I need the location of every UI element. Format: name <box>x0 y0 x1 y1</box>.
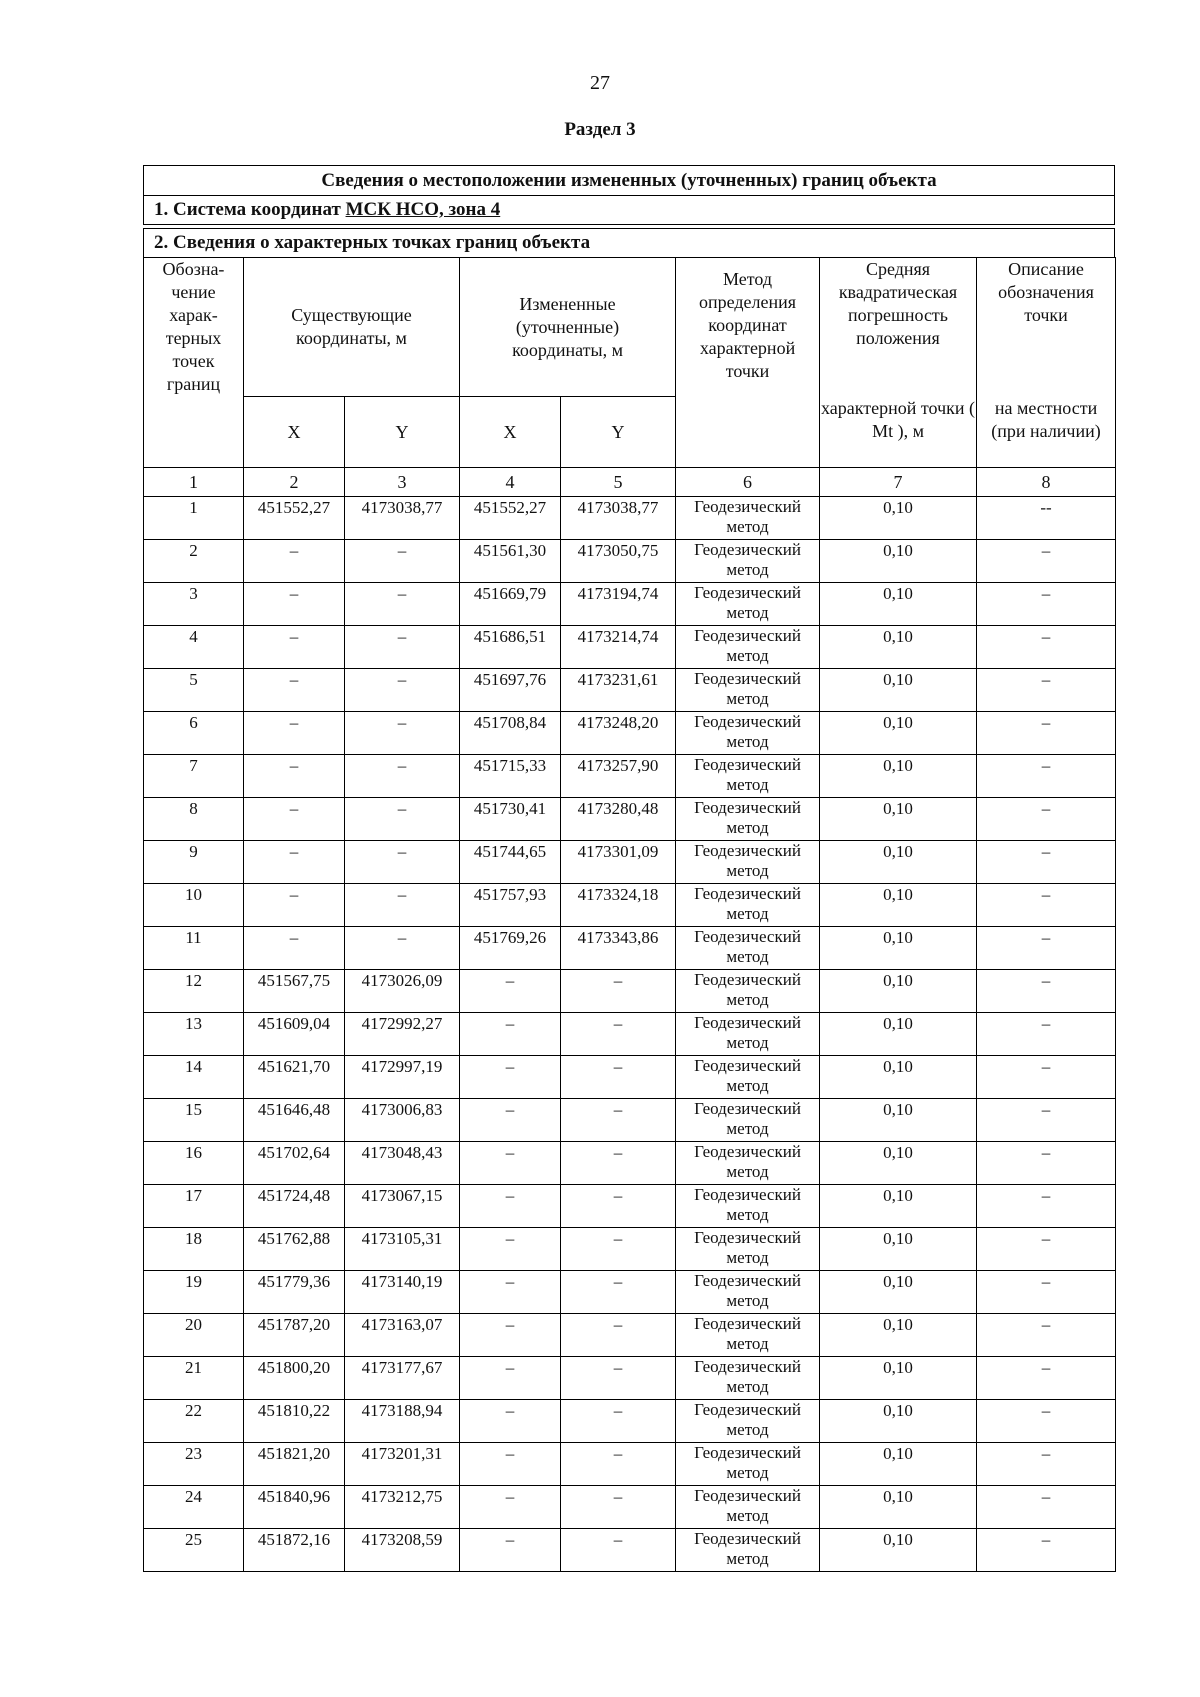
mt-cell: 0,10 <box>820 497 977 540</box>
mt-cell: 0,10 <box>820 1228 977 1271</box>
changed-x-cell: – <box>460 1013 561 1056</box>
mt-cell: 0,10 <box>820 1185 977 1228</box>
col-header-changed-coords: Измененные (уточненные) координаты, м <box>460 258 676 397</box>
changed-y-cell: – <box>561 1185 676 1228</box>
table-row <box>144 927 1116 970</box>
table-row <box>144 1185 1116 1228</box>
description-cell: – <box>977 970 1116 1013</box>
mt-cell: 0,10 <box>820 1357 977 1400</box>
changed-x-cell: 451730,41 <box>460 798 561 841</box>
changed-x-cell: 451552,27 <box>460 497 561 540</box>
description-cell: – <box>977 1271 1116 1314</box>
changed-y-cell: – <box>561 1400 676 1443</box>
changed-x-cell: 451715,33 <box>460 755 561 798</box>
changed-x-cell: – <box>460 1142 561 1185</box>
changed-y-cell: 4173050,75 <box>561 540 676 583</box>
existing-y-cell: – <box>345 755 460 798</box>
existing-x-cell: – <box>244 927 345 970</box>
description-cell: -- <box>977 497 1116 540</box>
changed-y-cell: 4173038,77 <box>561 497 676 540</box>
changed-x-cell: – <box>460 1314 561 1357</box>
existing-y-cell: 4173026,09 <box>345 970 460 1013</box>
changed-x-cell: 451708,84 <box>460 712 561 755</box>
method-cell: Геодезический метод <box>676 798 820 841</box>
mt-cell: 0,10 <box>820 1271 977 1314</box>
changed-x-cell: 451561,30 <box>460 540 561 583</box>
method-cell: Геодезический метод <box>676 884 820 927</box>
existing-y-cell: 4173038,77 <box>345 497 460 540</box>
method-cell: Геодезический метод <box>676 1185 820 1228</box>
changed-y-cell: – <box>561 970 676 1013</box>
existing-y-cell: 4173163,07 <box>345 1314 460 1357</box>
changed-x-cell: 451744,65 <box>460 841 561 884</box>
mt-cell: 0,10 <box>820 841 977 884</box>
existing-x-cell: – <box>244 626 345 669</box>
point-number-cell: 21 <box>144 1357 244 1400</box>
existing-x-cell: – <box>244 669 345 712</box>
col-header-error-sub: характерной точки ( Mt ), м <box>820 397 977 468</box>
existing-x-cell: 451800,20 <box>244 1357 345 1400</box>
description-cell: – <box>977 1529 1116 1572</box>
point-number-cell: 18 <box>144 1228 244 1271</box>
method-cell: Геодезический метод <box>676 540 820 583</box>
existing-x-cell: 451872,16 <box>244 1529 345 1572</box>
col-header-changed-x: X <box>460 397 561 468</box>
mt-cell: 0,10 <box>820 1013 977 1056</box>
table-row <box>144 1486 1116 1529</box>
coord-system-prefix: 1. Система координат <box>154 199 341 220</box>
changed-y-cell: – <box>561 1099 676 1142</box>
table-row <box>144 540 1116 583</box>
existing-y-cell: – <box>345 841 460 884</box>
existing-y-cell: – <box>345 884 460 927</box>
changed-y-cell: 4173257,90 <box>561 755 676 798</box>
description-cell: – <box>977 540 1116 583</box>
existing-x-cell: – <box>244 583 345 626</box>
point-number-cell: 12 <box>144 970 244 1013</box>
table-row <box>144 497 1116 540</box>
point-number-cell: 6 <box>144 712 244 755</box>
existing-y-cell: 4173177,67 <box>345 1357 460 1400</box>
page-number: 27 <box>590 72 610 94</box>
table-row <box>144 583 1116 626</box>
column-number-cell: 8 <box>977 468 1116 497</box>
section-title: Раздел 3 <box>564 119 636 140</box>
existing-y-cell: – <box>345 798 460 841</box>
existing-x-cell: 451646,48 <box>244 1099 345 1142</box>
point-number-cell: 14 <box>144 1056 244 1099</box>
col-header-existing-x: X <box>244 397 345 468</box>
existing-y-cell: 4173048,43 <box>345 1142 460 1185</box>
changed-x-cell: – <box>460 1099 561 1142</box>
changed-x-cell: – <box>460 1228 561 1271</box>
existing-x-cell: 451609,04 <box>244 1013 345 1056</box>
mt-cell: 0,10 <box>820 1056 977 1099</box>
description-cell: – <box>977 1357 1116 1400</box>
mt-cell: 0,10 <box>820 540 977 583</box>
method-cell: Геодезический метод <box>676 583 820 626</box>
changed-x-cell: – <box>460 1529 561 1572</box>
point-number-cell: 8 <box>144 798 244 841</box>
existing-x-cell: 451787,20 <box>244 1314 345 1357</box>
changed-y-cell: 4173194,74 <box>561 583 676 626</box>
method-cell: Геодезический метод <box>676 712 820 755</box>
changed-y-cell: 4173324,18 <box>561 884 676 927</box>
existing-y-cell: – <box>345 712 460 755</box>
changed-x-cell: 451697,76 <box>460 669 561 712</box>
column-number-cell: 5 <box>561 468 676 497</box>
description-cell: – <box>977 1142 1116 1185</box>
description-cell: – <box>977 669 1116 712</box>
mt-cell: 0,10 <box>820 1400 977 1443</box>
existing-x-cell: – <box>244 798 345 841</box>
method-cell: Геодезический метод <box>676 927 820 970</box>
column-number-row <box>144 468 1116 497</box>
description-cell: – <box>977 712 1116 755</box>
description-cell: – <box>977 1056 1116 1099</box>
table-row <box>144 1400 1116 1443</box>
method-cell: Геодезический метод <box>676 1099 820 1142</box>
coord-system-value: МСК НСО, зона 4 <box>345 199 501 220</box>
col-header-method: Метод определения координат характерной точки <box>676 258 820 468</box>
changed-x-cell: – <box>460 1185 561 1228</box>
point-number-cell: 1 <box>144 497 244 540</box>
changed-x-cell: – <box>460 1357 561 1400</box>
description-cell: – <box>977 1228 1116 1271</box>
changed-x-cell: – <box>460 1271 561 1314</box>
description-cell: – <box>977 755 1116 798</box>
table-row <box>144 1529 1116 1572</box>
existing-y-cell: 4173188,94 <box>345 1400 460 1443</box>
column-number-cell: 4 <box>460 468 561 497</box>
table-row <box>144 712 1116 755</box>
point-number-cell: 19 <box>144 1271 244 1314</box>
changed-y-cell: – <box>561 1056 676 1099</box>
changed-y-cell: 4173280,48 <box>561 798 676 841</box>
mt-cell: 0,10 <box>820 970 977 1013</box>
existing-y-cell: 4172992,27 <box>345 1013 460 1056</box>
existing-y-cell: 4172997,19 <box>345 1056 460 1099</box>
mt-cell: 0,10 <box>820 755 977 798</box>
description-cell: – <box>977 1099 1116 1142</box>
description-cell: – <box>977 626 1116 669</box>
table-row <box>144 1013 1116 1056</box>
method-cell: Геодезический метод <box>676 1271 820 1314</box>
table-row <box>144 1357 1116 1400</box>
changed-y-cell: – <box>561 1271 676 1314</box>
table-title: Сведения о местоположении измененных (уточненных) границ объекта <box>143 165 1115 196</box>
description-cell: – <box>977 841 1116 884</box>
mt-cell: 0,10 <box>820 583 977 626</box>
changed-y-cell: – <box>561 1314 676 1357</box>
table-row <box>144 1056 1116 1099</box>
mt-cell: 0,10 <box>820 1443 977 1486</box>
changed-y-cell: 4173231,61 <box>561 669 676 712</box>
method-cell: Геодезический метод <box>676 1142 820 1185</box>
col-header-description-sub: на местности (при наличии) <box>977 397 1116 468</box>
changed-y-cell: 4173248,20 <box>561 712 676 755</box>
method-cell: Геодезический метод <box>676 1529 820 1572</box>
table-row <box>144 669 1116 712</box>
table-row <box>144 1142 1116 1185</box>
existing-y-cell: – <box>345 626 460 669</box>
table-row <box>144 970 1116 1013</box>
method-cell: Геодезический метод <box>676 1357 820 1400</box>
method-cell: Геодезический метод <box>676 841 820 884</box>
changed-y-cell: 4173343,86 <box>561 927 676 970</box>
description-cell: – <box>977 798 1116 841</box>
method-cell: Геодезический метод <box>676 1056 820 1099</box>
mt-cell: 0,10 <box>820 884 977 927</box>
point-number-cell: 4 <box>144 626 244 669</box>
existing-x-cell: – <box>244 712 345 755</box>
col-header-point-designation: Обозна- чение харак- терных точек границ <box>144 258 244 468</box>
method-cell: Геодезический метод <box>676 1314 820 1357</box>
changed-x-cell: – <box>460 1400 561 1443</box>
point-number-cell: 24 <box>144 1486 244 1529</box>
existing-y-cell: 4173105,31 <box>345 1228 460 1271</box>
changed-x-cell: 451686,51 <box>460 626 561 669</box>
changed-y-cell: – <box>561 1228 676 1271</box>
description-cell: – <box>977 927 1116 970</box>
description-cell: – <box>977 1314 1116 1357</box>
point-number-cell: 3 <box>144 583 244 626</box>
point-number-cell: 16 <box>144 1142 244 1185</box>
method-cell: Геодезический метод <box>676 626 820 669</box>
changed-x-cell: 451669,79 <box>460 583 561 626</box>
existing-y-cell: – <box>345 583 460 626</box>
point-number-cell: 7 <box>144 755 244 798</box>
column-number-cell: 1 <box>144 468 244 497</box>
description-cell: – <box>977 1443 1116 1486</box>
column-number-cell: 7 <box>820 468 977 497</box>
table-row <box>144 798 1116 841</box>
table-row <box>144 884 1116 927</box>
points-table <box>143 257 1116 1572</box>
existing-y-cell: 4173201,31 <box>345 1443 460 1486</box>
col-header-changed-y: Y <box>561 397 676 468</box>
existing-y-cell: 4173212,75 <box>345 1486 460 1529</box>
point-number-cell: 22 <box>144 1400 244 1443</box>
column-number-cell: 2 <box>244 468 345 497</box>
existing-x-cell: 451821,20 <box>244 1443 345 1486</box>
mt-cell: 0,10 <box>820 1529 977 1572</box>
method-cell: Геодезический метод <box>676 970 820 1013</box>
mt-cell: 0,10 <box>820 927 977 970</box>
changed-x-cell: – <box>460 1486 561 1529</box>
point-number-cell: 5 <box>144 669 244 712</box>
existing-x-cell: 451621,70 <box>244 1056 345 1099</box>
point-number-cell: 10 <box>144 884 244 927</box>
existing-y-cell: 4173208,59 <box>345 1529 460 1572</box>
mt-cell: 0,10 <box>820 798 977 841</box>
col-header-description: Описание обозначения точки <box>977 258 1116 397</box>
changed-y-cell: – <box>561 1013 676 1056</box>
changed-y-cell: – <box>561 1443 676 1486</box>
coord-system-line <box>143 195 1115 225</box>
existing-x-cell: 451762,88 <box>244 1228 345 1271</box>
col-header-error: Средняя квадратическая погрешность положения <box>820 258 977 397</box>
changed-y-cell: – <box>561 1142 676 1185</box>
mt-cell: 0,10 <box>820 669 977 712</box>
existing-x-cell: 451552,27 <box>244 497 345 540</box>
point-number-cell: 20 <box>144 1314 244 1357</box>
mt-cell: 0,10 <box>820 1142 977 1185</box>
method-cell: Геодезический метод <box>676 1228 820 1271</box>
description-cell: – <box>977 1400 1116 1443</box>
description-cell: – <box>977 1486 1116 1529</box>
table-row <box>144 1314 1116 1357</box>
method-cell: Геодезический метод <box>676 755 820 798</box>
existing-y-cell: 4173006,83 <box>345 1099 460 1142</box>
column-number-cell: 6 <box>676 468 820 497</box>
existing-x-cell: 451779,36 <box>244 1271 345 1314</box>
existing-y-cell: 4173140,19 <box>345 1271 460 1314</box>
points-heading: 2. Сведения о характерных точках границ объекта <box>143 228 1115 258</box>
changed-y-cell: 4173301,09 <box>561 841 676 884</box>
table-row <box>144 755 1116 798</box>
changed-x-cell: 451769,26 <box>460 927 561 970</box>
existing-y-cell: – <box>345 540 460 583</box>
point-number-cell: 13 <box>144 1013 244 1056</box>
table-row <box>144 1099 1116 1142</box>
changed-x-cell: – <box>460 1056 561 1099</box>
method-cell: Геодезический метод <box>676 497 820 540</box>
existing-x-cell: – <box>244 841 345 884</box>
changed-y-cell: – <box>561 1486 676 1529</box>
column-number-cell: 3 <box>345 468 460 497</box>
table-row <box>144 626 1116 669</box>
table-row <box>144 841 1116 884</box>
description-cell: – <box>977 1013 1116 1056</box>
mt-cell: 0,10 <box>820 1314 977 1357</box>
existing-x-cell: 451810,22 <box>244 1400 345 1443</box>
col-header-existing-y: Y <box>345 397 460 468</box>
changed-y-cell: – <box>561 1357 676 1400</box>
table-body <box>144 497 1116 1572</box>
existing-x-cell: – <box>244 755 345 798</box>
changed-x-cell: 451757,93 <box>460 884 561 927</box>
mt-cell: 0,10 <box>820 626 977 669</box>
changed-x-cell: – <box>460 970 561 1013</box>
point-number-cell: 9 <box>144 841 244 884</box>
existing-y-cell: – <box>345 669 460 712</box>
existing-y-cell: 4173067,15 <box>345 1185 460 1228</box>
mt-cell: 0,10 <box>820 712 977 755</box>
existing-x-cell: 451840,96 <box>244 1486 345 1529</box>
method-cell: Геодезический метод <box>676 1400 820 1443</box>
existing-x-cell: 451702,64 <box>244 1142 345 1185</box>
point-number-cell: 17 <box>144 1185 244 1228</box>
existing-x-cell: – <box>244 884 345 927</box>
description-cell: – <box>977 583 1116 626</box>
changed-x-cell: – <box>460 1443 561 1486</box>
mt-cell: 0,10 <box>820 1099 977 1142</box>
point-number-cell: 2 <box>144 540 244 583</box>
col-header-existing-coords: Существующие координаты, м <box>244 258 460 397</box>
method-cell: Геодезический метод <box>676 1486 820 1529</box>
point-number-cell: 23 <box>144 1443 244 1486</box>
existing-x-cell: 451567,75 <box>244 970 345 1013</box>
method-cell: Геодезический метод <box>676 1443 820 1486</box>
changed-y-cell: 4173214,74 <box>561 626 676 669</box>
method-cell: Геодезический метод <box>676 669 820 712</box>
mt-cell: 0,10 <box>820 1486 977 1529</box>
point-number-cell: 15 <box>144 1099 244 1142</box>
table-row <box>144 1271 1116 1314</box>
description-cell: – <box>977 884 1116 927</box>
description-cell: – <box>977 1185 1116 1228</box>
existing-x-cell: – <box>244 540 345 583</box>
table-row <box>144 1443 1116 1486</box>
table-row <box>144 1228 1116 1271</box>
existing-y-cell: – <box>345 927 460 970</box>
method-cell: Геодезический метод <box>676 1013 820 1056</box>
changed-y-cell: – <box>561 1529 676 1572</box>
existing-x-cell: 451724,48 <box>244 1185 345 1228</box>
point-number-cell: 11 <box>144 927 244 970</box>
point-number-cell: 25 <box>144 1529 244 1572</box>
